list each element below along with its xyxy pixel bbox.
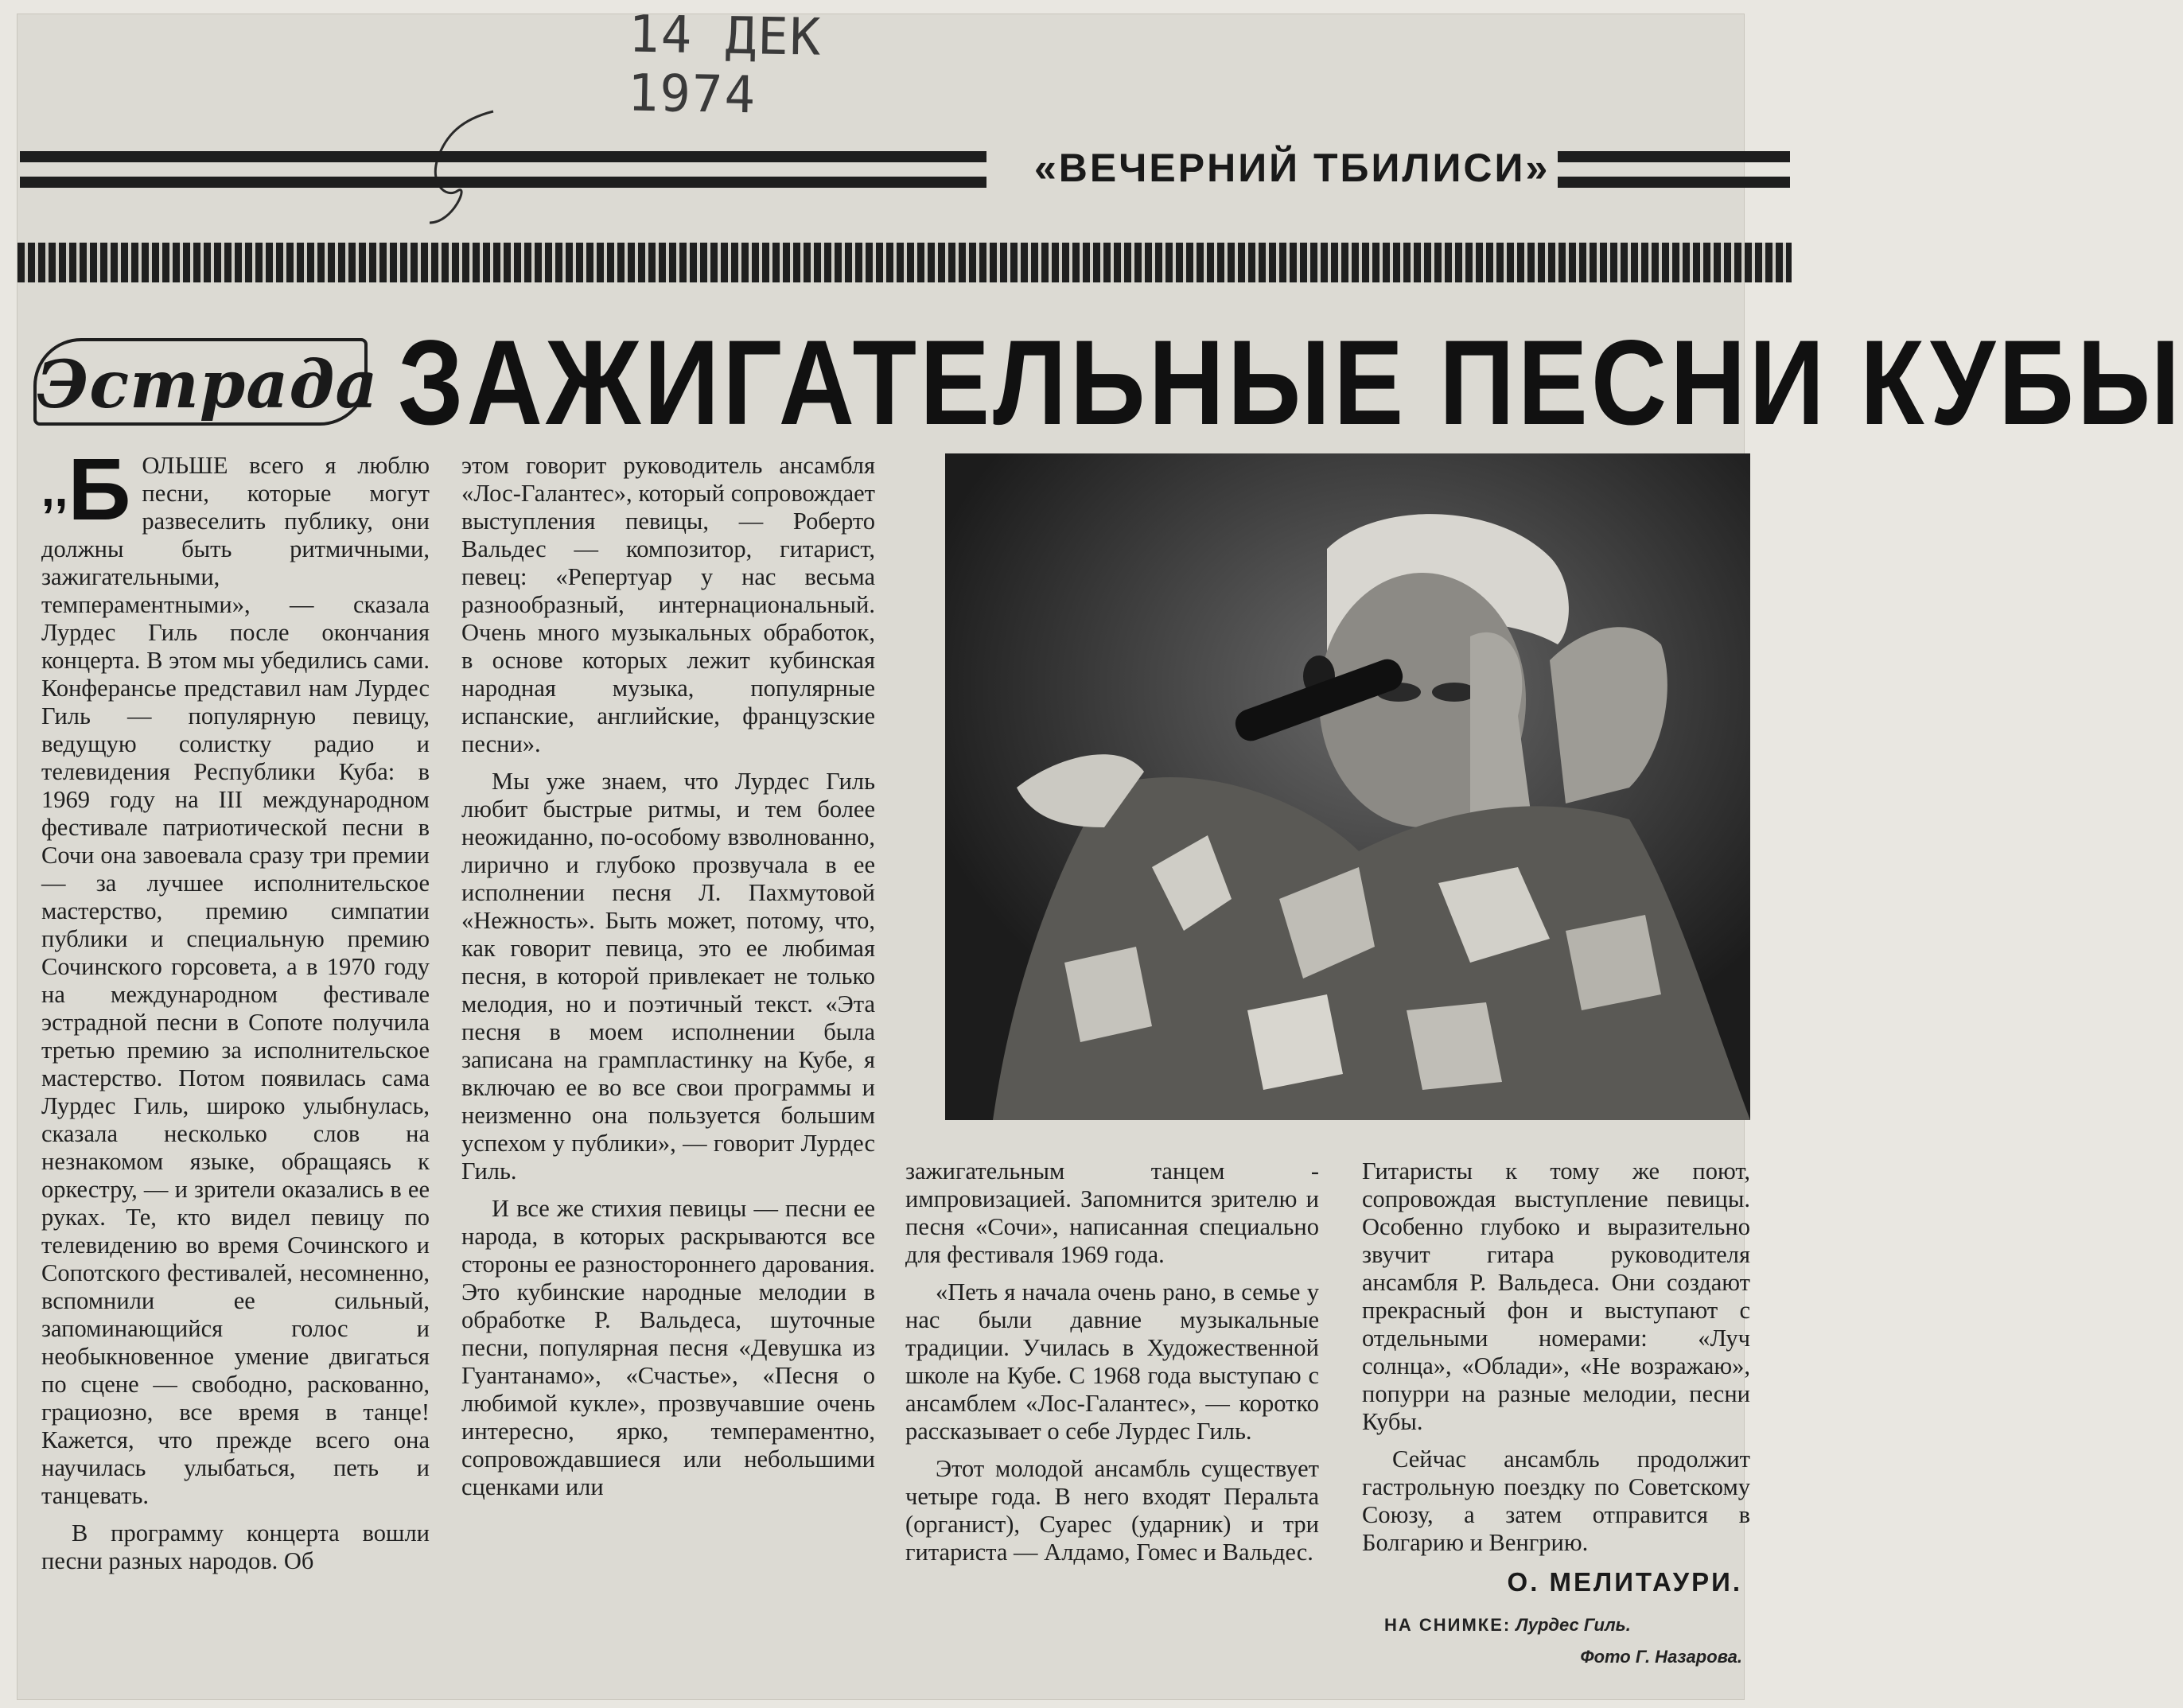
dropcap: ,,Б (41, 441, 131, 539)
handwritten-mark (414, 103, 509, 231)
column-4-paragraph-1: Гитаристы к тому же поют, сопровождая выступление певицы. Особенно глубоко и выразительно звучит гитара руководителя ансамбля Р. Вальдеса. Они создают прекрасный фон и выступают с отдельными номерами: «Луч солнца», «Облади», «Не возражаю», попурри на разные мелодии, песни Кубы. (1362, 1157, 1750, 1435)
column-2-paragraph-2: Мы уже знаем, что Лурдес Гиль любит быстрые ритмы, и тем более неожиданно, по-особому взволнованно, лирично и глубоко прозвучала в ее исполнении песня Л. Пахмутовой «Нежность». Быть может, потому, что, как говорит певица, это ее любимая песня, в которой привлекает не только мелодия, но и поэтичный текст. «Эта песня в моем исполнении была записана на грампластинку на Кубе, я включаю ее во все свои программы и неизменно она пользуется большим успехом у публики», — говорит Лурдес Гиль. (461, 768, 875, 1185)
author-signature: О. МЕЛИТАУРИ. (1507, 1567, 1742, 1597)
column-3 (905, 1157, 1319, 1683)
masthead-rule-left-bottom (20, 177, 986, 188)
column-2 (461, 452, 875, 1685)
caption-text: Лурдес Гиль. (1516, 1615, 1631, 1635)
photo-credit: Фото Г. Назарова. (1580, 1647, 1742, 1667)
masthead-rule-left-top (20, 151, 986, 162)
column-3-paragraph-1: зажигательным танцем - импровизацией. Запомнится зрителю и песня «Сочи», написанная специально для фестиваля 1969 года. (905, 1157, 1319, 1268)
column-2-paragraph-3: И все же стихия певицы — песни ее народа, в которых раскрываются все стороны ее разностороннего дарования. Это кубинские народные мелодии в обработке Р. Вальдеса, шуточные песни, популярная песня «Девушка из Гуантанамо», «Счастье», «Песня о любимой кукле», прозвучавшие очень интересно, ярко, темпераментно, сопровождавшиеся или небольшими сценками или (461, 1195, 875, 1500)
header-band (18, 243, 1792, 282)
photo-lurdes-gil (945, 453, 1750, 1120)
photo-caption (1384, 1615, 1718, 1647)
newspaper-name: «ВЕЧЕРНИЙ ТБИЛИСИ» (1034, 146, 1551, 190)
column-3-paragraph-3: Этот молодой ансамбль существует четыре года. В него входят Перальта (органист), Суарес (ударник) и три гитариста — Алдамо, Гомес и Вальдес. (905, 1455, 1319, 1566)
column-1-paragraph-2: В программу концерта вошли песни разных народов. Об (41, 1519, 430, 1574)
date-stamp: 14 ДЕК 1974 (627, 5, 823, 126)
masthead-rule-right-top (1558, 151, 1790, 162)
column-3-paragraph-2: «Петь я начала очень рано, в семье у нас были давние музыкальные традиции. Училась в Художественной школе на Кубе. С 1968 года выступаю с ансамблем «Лос-Галантес», — коротко рассказывает о себе Лурдес Гиль. (905, 1278, 1319, 1445)
headline: ЗАЖИГАТЕЛЬНЫЕ ПЕСНИ КУБЫ (398, 315, 2183, 450)
masthead-rule-right-bottom (1558, 177, 1790, 188)
singer-photo-image (945, 453, 1750, 1120)
rubric-label: Эстрада (33, 338, 368, 426)
caption-label: НА СНИМКЕ: (1384, 1615, 1512, 1635)
article-opening: ОЛЬШЕ всего я люблю песни, которые могут развеселить публику, они должны быть ритмичными, зажигательными, темпераментными», — сказала Лурдес Гиль после окончания концерта. В этом мы убедились сами. Конферансье представил нам Лурдес Гиль — популярную певицу, ведущую солистку радио и телевидения Республики Куба: в 1969 году на III международном фестивале патриотической песни в Сочи она завоевала сразу три премии — за лучшее исполнительское мастерство, премию симпатии публики и специальную премию Сочинского горсовета, а в 1970 году на международном фестивале эстрадной песни в Сопоте получила третью премию за исполнительское мастерство. Потом появилась сама Лурдес Гиль, широко улыбнулась, сказала несколько слов на незнакомом языке, обращаясь к оркестру, — и зрители оказались в ее руках. Те, кто видел певицу по телевидению во время Сочинского и Сопотского фестивалей, несомненно, вспомнили ее сильный, запоминающийся голос и необыкновенное умение двигаться по сцене — свободно, раскованно, грациозно, все время в танце! Кажется, что прежде всего она научилась улыбаться, петь и танцевать. (41, 452, 430, 1509)
column-1 (41, 441, 430, 1685)
column-4-paragraph-2: Сейчас ансамбль продолжит гастрольную поездку по Советскому Союзу, а затем отправится в Болгарию и Венгрию. (1362, 1445, 1750, 1556)
column-2-paragraph-1: этом говорит руководитель ансамбля «Лос-Галантес», который сопровождает выступления певицы, — Роберто Вальдес — композитор, гитарист, певец: «Репертуар у нас весьма разнообразный, интернациональный. Очень много музыкальных обработок, в основе которых лежит кубинская народная музыка, популярные испанские, английские, французские песни». (461, 452, 875, 757)
column-4 (1362, 1157, 1750, 1555)
